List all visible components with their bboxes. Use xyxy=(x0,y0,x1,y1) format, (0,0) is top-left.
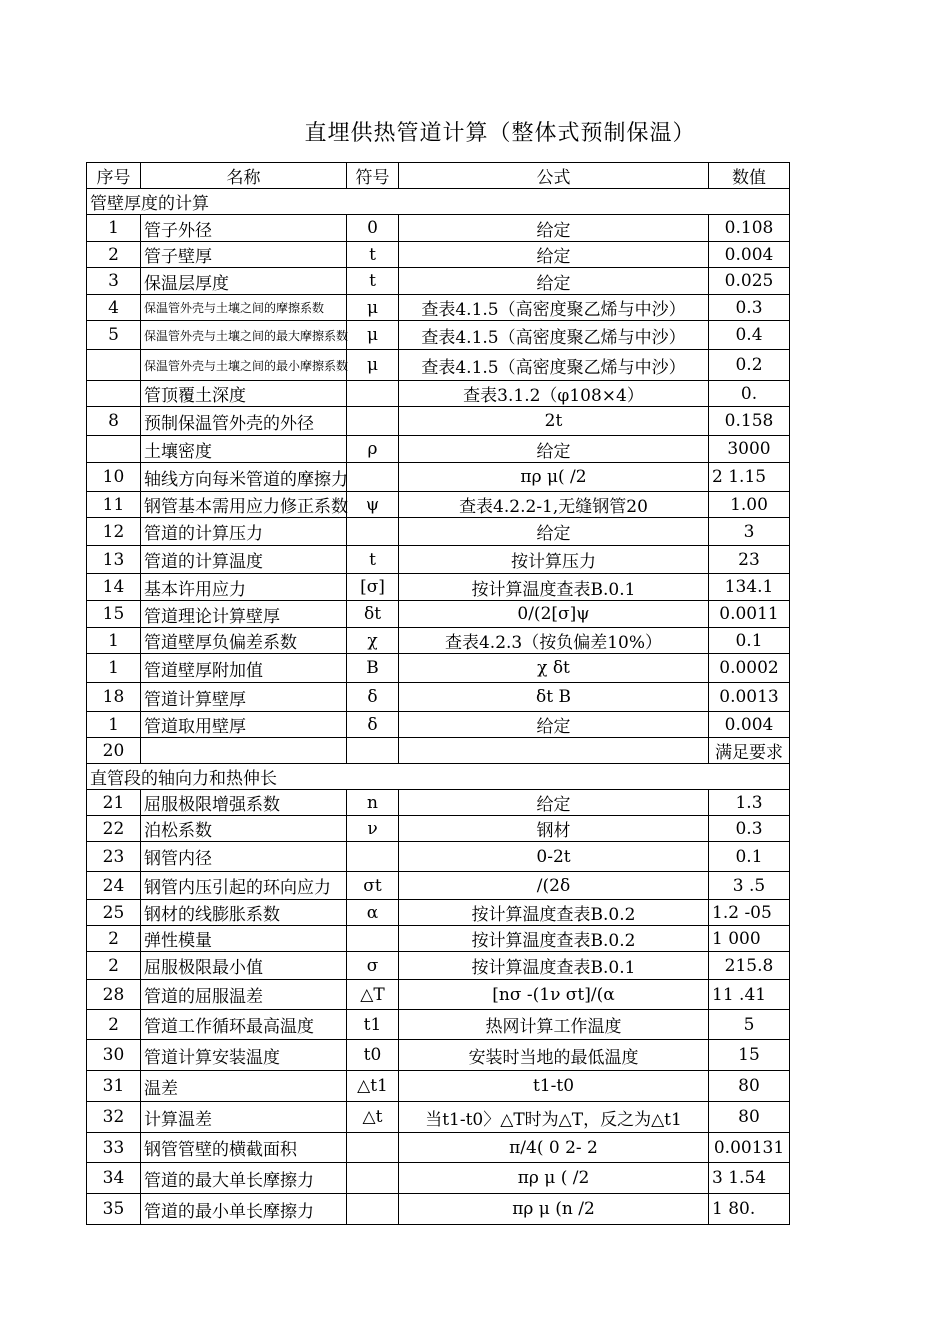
cell-no: 33 xyxy=(87,1133,141,1163)
cell-formula: 给定 xyxy=(399,436,709,463)
cell-value: 1.00 xyxy=(709,492,790,518)
cell-value: 134.1 xyxy=(709,574,790,601)
table-row xyxy=(87,790,790,816)
cell-no: 4 xyxy=(87,295,141,321)
cell-value: 80 xyxy=(709,1102,790,1133)
cell-value: 0. xyxy=(709,381,790,407)
cell-no: 32 xyxy=(87,1102,141,1133)
cell-value: 0.4 xyxy=(709,321,790,350)
cell-value: 0.004 xyxy=(709,242,790,268)
table-row xyxy=(87,1163,790,1194)
cell-value: 0.158 xyxy=(709,407,790,436)
table-row xyxy=(87,712,790,738)
cell-name: 管道的最小单长摩擦力 xyxy=(141,1194,347,1225)
cell-value: 0.0002 xyxy=(709,654,790,683)
cell-name: 计算温差 xyxy=(141,1102,347,1133)
cell-formula: 热网计算工作温度 xyxy=(399,1010,709,1040)
cell-no: 30 xyxy=(87,1040,141,1071)
cell-value: 0.004 xyxy=(709,712,790,738)
cell-formula: 安装时当地的最低温度 xyxy=(399,1040,709,1071)
table-row xyxy=(87,492,790,518)
cell-value: 0.3 xyxy=(709,295,790,321)
table-row xyxy=(87,1010,790,1040)
cell-no: 10 xyxy=(87,463,141,492)
cell-symbol: △t xyxy=(347,1102,399,1133)
cell-no xyxy=(87,436,141,463)
cell-value: 0.025 xyxy=(709,268,790,295)
cell-no: 1 xyxy=(87,712,141,738)
section-row xyxy=(87,764,790,790)
cell-symbol: α xyxy=(347,900,399,926)
cell-value: 1.3 xyxy=(709,790,790,816)
cell-symbol: t xyxy=(347,268,399,295)
cell-value: 215.8 xyxy=(709,952,790,980)
cell-symbol: μ xyxy=(347,321,399,350)
cell-formula: 查表4.1.5（高密度聚乙烯与中沙） xyxy=(399,350,709,381)
cell-name xyxy=(141,738,347,764)
cell-formula: 按计算温度查表B.0.2 xyxy=(399,926,709,952)
cell-formula: χ δt xyxy=(399,654,709,683)
cell-no: 35 xyxy=(87,1194,141,1225)
cell-formula: [nσ -(1ν σt]/(α xyxy=(399,980,709,1010)
header-formula: 公式 xyxy=(399,163,709,189)
cell-formula: 按计算温度查表B.0.2 xyxy=(399,900,709,926)
cell-name: 温差 xyxy=(141,1071,347,1102)
table-row xyxy=(87,574,790,601)
cell-no: 15 xyxy=(87,601,141,628)
table-row xyxy=(87,295,790,321)
cell-no: 11 xyxy=(87,492,141,518)
cell-value: 0.00131 xyxy=(709,1133,790,1163)
cell-name: 基本许用应力 xyxy=(141,574,347,601)
cell-value: 满足要求 xyxy=(709,738,790,764)
cell-name: 管道壁厚负偏差系数 xyxy=(141,628,347,654)
cell-formula: 2t xyxy=(399,407,709,436)
table-row xyxy=(87,350,790,381)
table-row xyxy=(87,1040,790,1071)
cell-name: 土壤密度 xyxy=(141,436,347,463)
table-row xyxy=(87,816,790,842)
cell-formula: 给定 xyxy=(399,790,709,816)
table-row xyxy=(87,518,790,546)
cell-name: 保温管外壳与土壤之间的最小摩擦系数 xyxy=(141,350,347,381)
table-row xyxy=(87,601,790,628)
cell-value: 23 xyxy=(709,546,790,574)
header-name: 名称 xyxy=(141,163,347,189)
table-row xyxy=(87,980,790,1010)
cell-value: 0.1 xyxy=(709,842,790,872)
table-row xyxy=(87,628,790,654)
cell-formula xyxy=(399,738,709,764)
cell-no: 3 xyxy=(87,268,141,295)
cell-formula: πρ μ( /2 xyxy=(399,463,709,492)
cell-no: 20 xyxy=(87,738,141,764)
cell-value: 0.0011 xyxy=(709,601,790,628)
cell-formula: 查表4.1.5（高密度聚乙烯与中沙） xyxy=(399,295,709,321)
table-row xyxy=(87,242,790,268)
cell-no xyxy=(87,350,141,381)
cell-formula: 查表4.2.2-1,无缝钢管20 xyxy=(399,492,709,518)
table-row xyxy=(87,1102,790,1133)
header-row xyxy=(87,163,790,189)
table-row xyxy=(87,321,790,350)
cell-name: 管道的最大单长摩擦力 xyxy=(141,1163,347,1194)
cell-symbol: ν xyxy=(347,816,399,842)
cell-value: 3 .5 xyxy=(709,872,790,900)
cell-value: 0.108 xyxy=(709,215,790,242)
cell-no: 5 xyxy=(87,321,141,350)
cell-formula: 给定 xyxy=(399,242,709,268)
table-row xyxy=(87,436,790,463)
table-row xyxy=(87,654,790,683)
cell-symbol: n xyxy=(347,790,399,816)
cell-name: 管子壁厚 xyxy=(141,242,347,268)
table-row xyxy=(87,926,790,952)
cell-value: 1 80. xyxy=(709,1194,790,1225)
cell-no: 13 xyxy=(87,546,141,574)
cell-name: 管道理论计算壁厚 xyxy=(141,601,347,628)
cell-name: 保温管外壳与土壤之间的摩擦系数 xyxy=(141,295,347,321)
table-row xyxy=(87,872,790,900)
cell-formula: 给定 xyxy=(399,712,709,738)
cell-formula: 按计算温度查表B.0.1 xyxy=(399,952,709,980)
header-value: 数值 xyxy=(709,163,790,189)
cell-formula: π/4( 0 2- 2 xyxy=(399,1133,709,1163)
page-title: 直埋供热管道计算（整体式预制保温） xyxy=(304,121,696,146)
cell-no xyxy=(87,381,141,407)
cell-formula: 0-2t xyxy=(399,842,709,872)
cell-name: 钢管基本需用应力修正系数 xyxy=(141,492,347,518)
cell-no: 22 xyxy=(87,816,141,842)
section-title: 管壁厚度的计算 xyxy=(87,189,790,215)
cell-no: 2 xyxy=(87,1010,141,1040)
cell-value: 3 xyxy=(709,518,790,546)
calculation-table xyxy=(86,162,790,1225)
cell-symbol xyxy=(347,738,399,764)
cell-symbol xyxy=(347,842,399,872)
cell-symbol xyxy=(347,518,399,546)
cell-formula: 按计算温度查表B.0.1 xyxy=(399,574,709,601)
cell-formula: 给定 xyxy=(399,518,709,546)
cell-symbol: ψ xyxy=(347,492,399,518)
cell-formula: 给定 xyxy=(399,268,709,295)
section-title: 直管段的轴向力和热伸长 xyxy=(87,764,790,790)
cell-symbol xyxy=(347,1133,399,1163)
table-row xyxy=(87,738,790,764)
cell-formula: 按计算压力 xyxy=(399,546,709,574)
cell-no: 28 xyxy=(87,980,141,1010)
table-row xyxy=(87,381,790,407)
cell-symbol: δ xyxy=(347,712,399,738)
cell-no: 2 xyxy=(87,242,141,268)
cell-no: 23 xyxy=(87,842,141,872)
table-row xyxy=(87,683,790,712)
cell-value: 1.2 -05 xyxy=(709,900,790,926)
header-symbol: 符号 xyxy=(347,163,399,189)
cell-name: 管道的计算压力 xyxy=(141,518,347,546)
cell-symbol xyxy=(347,407,399,436)
cell-name: 轴线方向每米管道的摩擦力 xyxy=(141,463,347,492)
cell-name: 钢材的线膨胀系数 xyxy=(141,900,347,926)
cell-formula: 钢材 xyxy=(399,816,709,842)
cell-name: 保温层厚度 xyxy=(141,268,347,295)
table-row xyxy=(87,1133,790,1163)
table-row xyxy=(87,268,790,295)
cell-value: 11 .41 xyxy=(709,980,790,1010)
cell-value: 2 1.15 xyxy=(709,463,790,492)
header-no: 序号 xyxy=(87,163,141,189)
cell-formula: t1-t0 xyxy=(399,1071,709,1102)
cell-formula: 查表3.1.2（φ108×4） xyxy=(399,381,709,407)
cell-symbol: [σ] xyxy=(347,574,399,601)
cell-value: 0.3 xyxy=(709,816,790,842)
cell-no: 12 xyxy=(87,518,141,546)
cell-no: 1 xyxy=(87,654,141,683)
cell-name: 管道计算安装温度 xyxy=(141,1040,347,1071)
cell-symbol: △t1 xyxy=(347,1071,399,1102)
cell-no: 1 xyxy=(87,215,141,242)
cell-no: 2 xyxy=(87,926,141,952)
table-row xyxy=(87,215,790,242)
cell-name: 管顶覆土深度 xyxy=(141,381,347,407)
cell-symbol xyxy=(347,926,399,952)
cell-symbol: t xyxy=(347,546,399,574)
cell-symbol: B xyxy=(347,654,399,683)
cell-no: 21 xyxy=(87,790,141,816)
table-row xyxy=(87,1194,790,1225)
cell-value: 5 xyxy=(709,1010,790,1040)
cell-value: 3000 xyxy=(709,436,790,463)
cell-name: 管道工作循环最高温度 xyxy=(141,1010,347,1040)
cell-symbol: t1 xyxy=(347,1010,399,1040)
cell-no: 8 xyxy=(87,407,141,436)
cell-no: 2 xyxy=(87,952,141,980)
cell-name: 钢管管壁的横截面积 xyxy=(141,1133,347,1163)
cell-formula: /(2δ xyxy=(399,872,709,900)
cell-symbol: δt xyxy=(347,601,399,628)
cell-no: 18 xyxy=(87,683,141,712)
cell-formula: 查表4.2.3（按负偏差10%） xyxy=(399,628,709,654)
cell-value: 15 xyxy=(709,1040,790,1071)
table-row xyxy=(87,463,790,492)
cell-name: 泊松系数 xyxy=(141,816,347,842)
cell-symbol: σt xyxy=(347,872,399,900)
cell-name: 弹性模量 xyxy=(141,926,347,952)
cell-symbol xyxy=(347,1194,399,1225)
cell-value: 0.1 xyxy=(709,628,790,654)
cell-name: 管道的屈服温差 xyxy=(141,980,347,1010)
cell-symbol xyxy=(347,381,399,407)
cell-no: 34 xyxy=(87,1163,141,1194)
cell-symbol: μ xyxy=(347,350,399,381)
cell-symbol: △T xyxy=(347,980,399,1010)
cell-no: 25 xyxy=(87,900,141,926)
cell-name: 屈服极限增强系数 xyxy=(141,790,347,816)
table-row xyxy=(87,952,790,980)
cell-formula: 当t1-t0〉△T时为△T，反之为△t1 xyxy=(399,1102,709,1133)
cell-name: 管道取用壁厚 xyxy=(141,712,347,738)
cell-value: 3 1.54 xyxy=(709,1163,790,1194)
cell-formula: 查表4.1.5（高密度聚乙烯与中沙） xyxy=(399,321,709,350)
cell-symbol: χ xyxy=(347,628,399,654)
table-row xyxy=(87,546,790,574)
cell-symbol xyxy=(347,463,399,492)
cell-no: 1 xyxy=(87,628,141,654)
cell-symbol: δ xyxy=(347,683,399,712)
cell-value: 0.0013 xyxy=(709,683,790,712)
cell-no: 31 xyxy=(87,1071,141,1102)
table-row xyxy=(87,900,790,926)
cell-symbol: t xyxy=(347,242,399,268)
cell-formula: πρ μ (n /2 xyxy=(399,1194,709,1225)
cell-formula: 给定 xyxy=(399,215,709,242)
table-row xyxy=(87,842,790,872)
cell-no: 14 xyxy=(87,574,141,601)
cell-value: 80 xyxy=(709,1071,790,1102)
cell-symbol: σ xyxy=(347,952,399,980)
table-row xyxy=(87,1071,790,1102)
cell-name: 预制保温管外壳的外径 xyxy=(141,407,347,436)
cell-name: 屈服极限最小值 xyxy=(141,952,347,980)
table-row xyxy=(87,407,790,436)
cell-name: 管道计算壁厚 xyxy=(141,683,347,712)
cell-formula: 0/(2[σ]ψ xyxy=(399,601,709,628)
cell-value: 0.2 xyxy=(709,350,790,381)
cell-symbol: ρ xyxy=(347,436,399,463)
cell-no: 24 xyxy=(87,872,141,900)
cell-name: 钢管内压引起的环向应力 xyxy=(141,872,347,900)
cell-name: 管子外径 xyxy=(141,215,347,242)
cell-name: 钢管内径 xyxy=(141,842,347,872)
cell-name: 保温管外壳与土壤之间的最大摩擦系数 xyxy=(141,321,347,350)
cell-symbol xyxy=(347,1163,399,1194)
cell-formula: πρ μ ( /2 xyxy=(399,1163,709,1194)
cell-symbol: t0 xyxy=(347,1040,399,1071)
cell-formula: δt B xyxy=(399,683,709,712)
cell-symbol: 0 xyxy=(347,215,399,242)
cell-name: 管道壁厚附加值 xyxy=(141,654,347,683)
cell-name: 管道的计算温度 xyxy=(141,546,347,574)
cell-symbol: μ xyxy=(347,295,399,321)
section-row xyxy=(87,189,790,215)
cell-value: 1 000 xyxy=(709,926,790,952)
